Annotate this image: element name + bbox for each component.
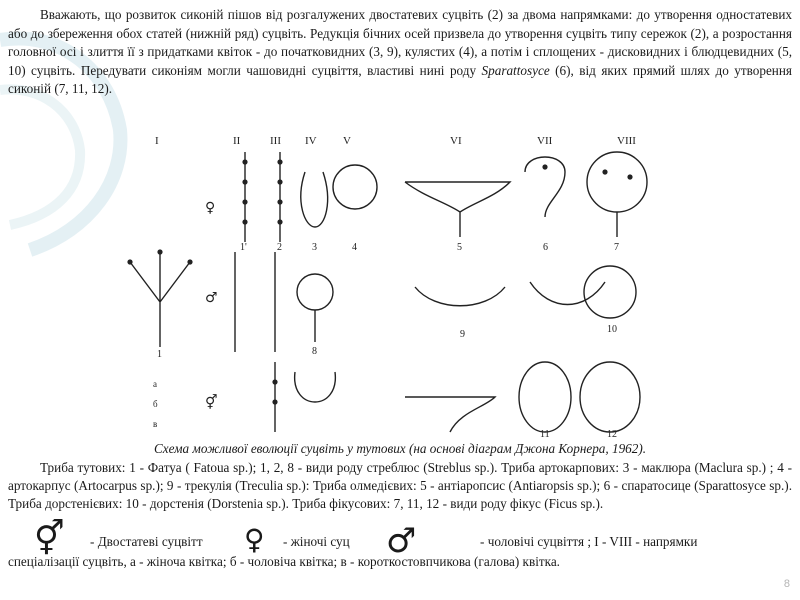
column-label: III <box>270 135 281 147</box>
column-label: V <box>343 135 351 147</box>
number-label: 6 <box>543 242 548 253</box>
female-symbol-icon: ♀ <box>244 523 265 556</box>
column-label: II <box>233 135 241 147</box>
legend-bisexual-label: - Двостатеві суцвітт <box>90 534 203 549</box>
page-number: 8 <box>783 578 790 590</box>
column-label: IV <box>305 135 317 147</box>
legend-rest: спеціалізації суцвіть, а - жіноча квітка; б - чоловіча квітка; в - короткостовпчикова (галова) квітка. <box>8 554 560 569</box>
legend-letter: а <box>153 379 157 389</box>
column-label: I <box>155 135 159 147</box>
number-label: 9 <box>460 329 465 340</box>
bisexual-symbol: ⚥ <box>205 395 218 411</box>
legend-paragraph: Триба тутових: 1 - Фатуа ( Fatoua sp.); 1, 2, 8 - види роду стреблюс (Streblus sp.). Триба артокарпових: 3 - маклюра (Maclura sp.) ; 4 - артокарпус (Artocarpus sp.); 9 - трекулія (Treculia sp.): Триба олмедієвих: 5 - антіаропсис (Antiaropsis sp.); 6 - спаратосице (Sparattosyce sp.). Триба дорстенієвих: 10 - дорстенія (Dorstenia sp.). Триба фікусових: 7, 11, 12 - види роду фікус (Ficus sp.). <box>8 460 792 511</box>
legend-letter: б <box>153 399 158 409</box>
genus-sparattosyce: Sparattosyce <box>481 62 550 78</box>
symbol-legend <box>8 520 792 590</box>
bisexual-symbol-icon: ⚥ <box>34 519 65 559</box>
number-label: 1 <box>157 349 162 360</box>
figure-caption: Схема можливої еволюції суцвіть у тутових (на основі діаграм Джона Корнера, 1962). <box>153 441 647 456</box>
inflorescence-evolution-diagram <box>105 132 675 442</box>
number-label: 4 <box>352 242 357 253</box>
female-symbol: ♀ <box>205 200 216 216</box>
number-label: 2 <box>277 242 282 253</box>
number-label: 3 <box>312 242 317 253</box>
legend-male-label: - чоловічі суцвіття ; I - VIII - напрямки <box>480 534 698 549</box>
male-symbol: ♂ <box>205 290 218 306</box>
legend-female-label: - жіночі суц <box>283 534 350 549</box>
number-label: 10 <box>607 324 617 335</box>
number-label: 8 <box>312 346 317 357</box>
column-label: VI <box>450 135 462 147</box>
number-label: 1' <box>240 242 247 253</box>
column-label: VII <box>537 135 553 147</box>
number-label: 12 <box>607 429 617 440</box>
intro-paragraph: Вважають, що розвиток сиконій пішов від розгалужених двостатевих суцвіть (2) за двома напрямками: до утворення одностатевих або до збереження обох статей (нижній ряд) суцвіть. Редукція бічних осей призвела до утворення суцвіть типу сережок (2), а розростання головної осі і злиття її з придатками квіток - до початковидних (3, 9), кулястих (4), а потім і сплощених - дисковидних і блюдцевидних (5, 10) суцвіть. Передувати сиконіям могли чашовидні суцвіття, властиві нині роду Sparattosyce (6), від яких прямий шлях до утворення сиконій (7, 11, 12). <box>8 7 792 96</box>
number-label: 11 <box>540 429 550 440</box>
column-label: VIII <box>617 135 636 147</box>
number-label: 7 <box>614 242 619 253</box>
number-label: 5 <box>457 242 462 253</box>
male-symbol-icon: ♂ <box>386 521 417 561</box>
legend-letter: в <box>153 419 158 429</box>
